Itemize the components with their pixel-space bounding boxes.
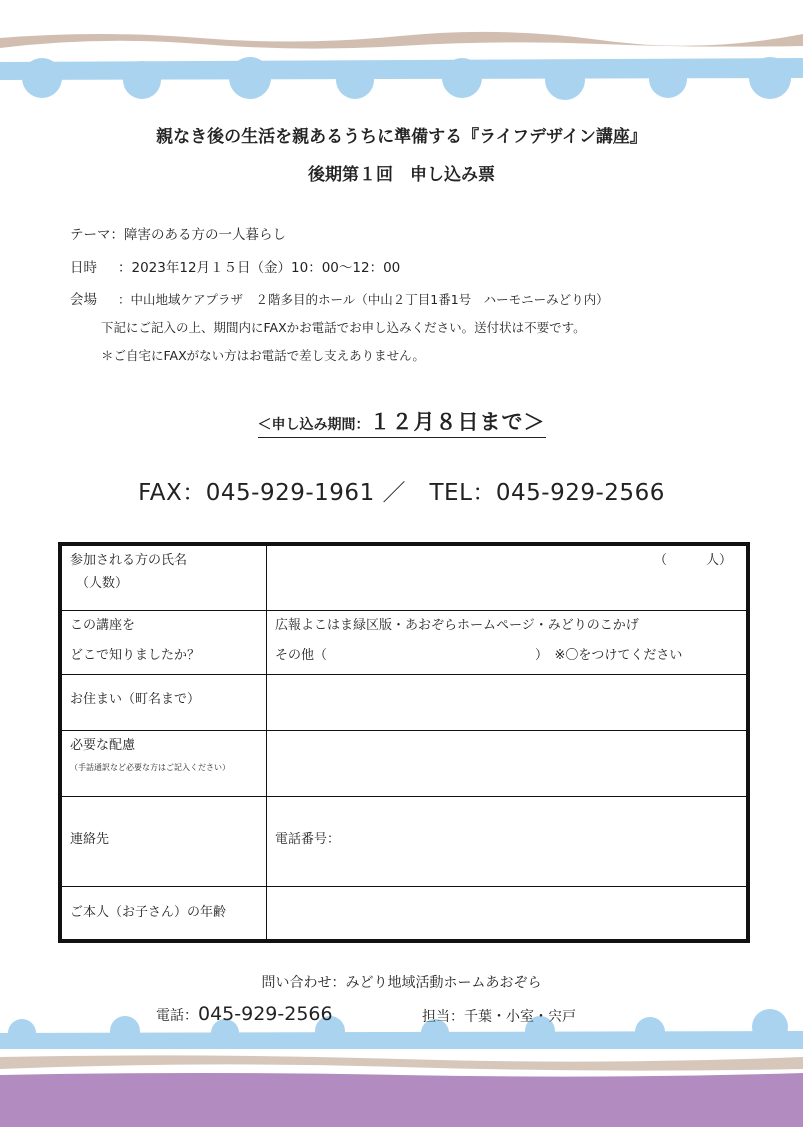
address-input-cell[interactable] <box>267 674 749 730</box>
page-title: 親なき後の生活を親あるうちに準備する『ライフデザイン講座』 <box>156 127 647 147</box>
care-label-cell <box>60 730 267 796</box>
name-label: 参加される方の氏名 <box>70 553 188 568</box>
phone-label: 電話番号： <box>275 831 341 847</box>
source-label-1: この講座を <box>70 617 136 633</box>
venue-value: ：中山地域ケアプラザ ２階多目的ホール（中山２丁目1番1号 ハーモニーみどり内） <box>118 292 609 307</box>
application-note: 下記にご記入の上、期間内にFAXかお電話でお申し込みください。送付状は不要です。 <box>101 320 586 335</box>
contact-label: 連絡先 <box>70 831 110 847</box>
source-options: 広報よこはま緑区版・あおぞらホームページ・みどりのこかげ <box>275 617 639 633</box>
theme-line <box>70 223 286 243</box>
name-input-cell[interactable] <box>267 544 749 610</box>
phone-number: 045-929-2566 <box>198 1003 333 1025</box>
deadline <box>0 406 803 438</box>
source-options-cell[interactable] <box>267 610 749 674</box>
form-row-contact <box>60 796 748 886</box>
theme-label: テーマ： <box>70 227 124 243</box>
name-label-cell <box>60 544 267 610</box>
source-label-2: どこで知りましたか？ <box>70 647 201 663</box>
contact-label-cell <box>60 796 267 886</box>
fax-tel-numbers: FAX：045-929-1961 ／ TEL：045-929-2566 <box>138 480 665 506</box>
address-label-cell <box>60 674 267 730</box>
date-label: 日時 <box>70 260 97 276</box>
source-label-cell <box>60 610 267 674</box>
form-row-address <box>60 674 748 730</box>
contact-input-cell[interactable] <box>267 796 749 886</box>
count-label: （人数） <box>76 576 129 591</box>
theme-value: 障害のある方の一人暮らし <box>124 227 286 243</box>
age-input-cell[interactable] <box>267 886 749 941</box>
fax-note: ＊ご自宅にFAXがない方はお電話で差し支えありません。 <box>101 348 425 363</box>
source-other: その他（ ） ※〇をつけてください <box>275 647 683 663</box>
deadline-prefix: ＜申し込み期間： <box>257 417 370 433</box>
form-row-age <box>60 886 748 941</box>
form-row-source <box>60 610 748 674</box>
venue-label: 会場 <box>70 292 97 308</box>
age-label: ご本人（お子さん）の年齢 <box>70 904 227 920</box>
staff-names: 担当：千葉・小室・宍戸 <box>422 1009 576 1025</box>
venue-line <box>70 288 609 308</box>
count-field: （ 人） <box>653 553 732 568</box>
deadline-value: １２月８日まで＞ <box>369 410 546 434</box>
age-label-cell <box>60 886 267 941</box>
inquiry-text: 問い合わせ：みどり地域活動ホームあおぞら <box>261 975 542 991</box>
care-input-cell[interactable] <box>267 730 749 796</box>
phone-label-footer: 電話： <box>156 1008 198 1024</box>
top-border-decoration <box>0 0 803 110</box>
care-note: （手話通訳など必要な方はご記入ください） <box>70 762 230 772</box>
application-form <box>58 542 750 943</box>
form-row-care <box>60 730 748 796</box>
care-label: 必要な配慮 <box>70 737 136 753</box>
date-line <box>70 256 400 276</box>
contact-phone <box>156 1003 333 1025</box>
page-subtitle: 後期第１回 申し込み票 <box>308 165 495 185</box>
bottom-border-decoration <box>0 997 803 1127</box>
form-row-name <box>60 544 748 610</box>
address-label: お住まい（町名まで） <box>70 691 201 707</box>
date-value: ：2023年12月１５日（金）10：00～12：00 <box>118 260 401 276</box>
